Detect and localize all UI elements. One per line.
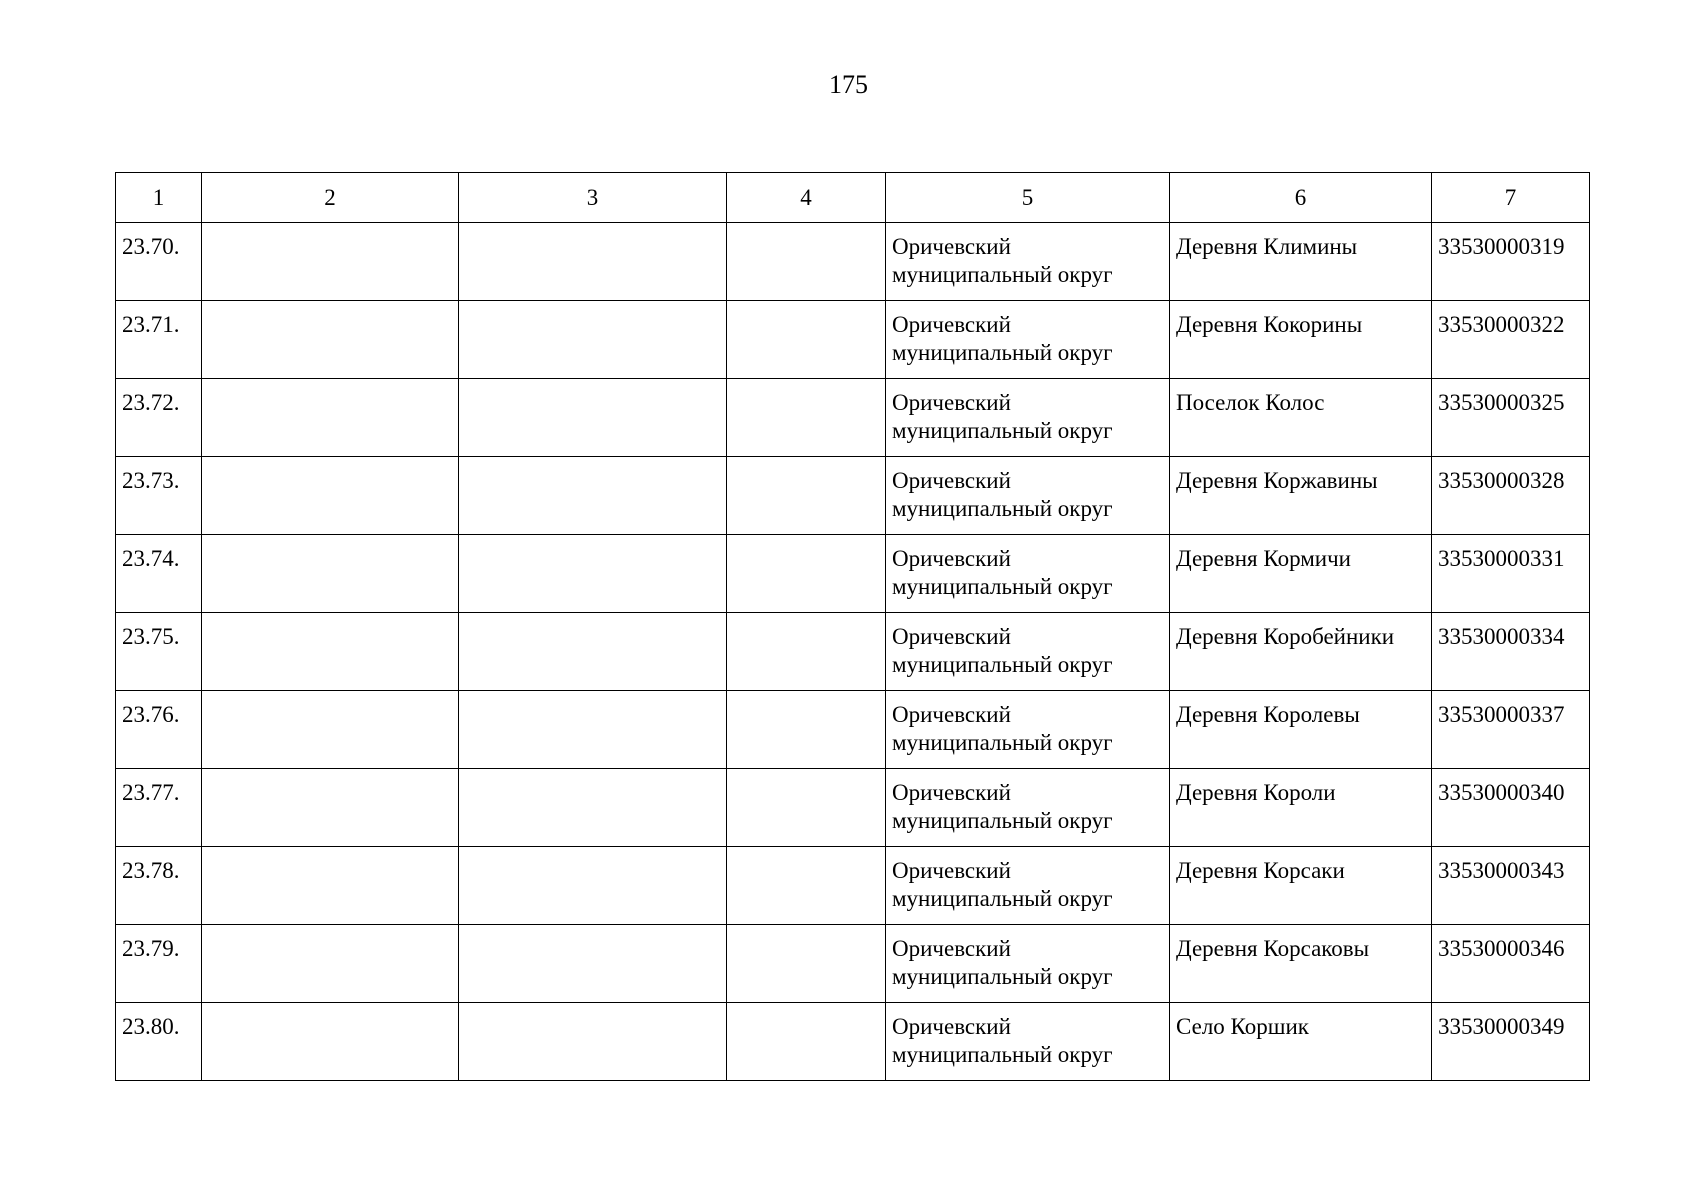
column-2-cell: [202, 613, 459, 691]
table-row: [116, 769, 1590, 847]
oktmo-code-cell: 33530000337: [1432, 691, 1590, 769]
row-number-cell: 23.71.: [116, 301, 202, 379]
settlement-cell: Деревня Кормичи: [1170, 535, 1432, 613]
page-number: 175: [829, 70, 868, 99]
table-row: [116, 691, 1590, 769]
column-3-cell: [459, 535, 727, 613]
district-cell: Оричевский муниципальный округ: [886, 691, 1170, 769]
column-3-cell: [459, 457, 727, 535]
oktmo-code-cell: 33530000319: [1432, 223, 1590, 301]
settlement-cell: Поселок Колос: [1170, 379, 1432, 457]
district-cell: Оричевский муниципальный округ: [886, 613, 1170, 691]
column-2-cell: [202, 457, 459, 535]
column-4-cell: [727, 535, 886, 613]
column-3-cell: [459, 301, 727, 379]
column-2-cell: [202, 301, 459, 379]
column-4-cell: [727, 379, 886, 457]
settlement-cell: Деревня Корсаки: [1170, 847, 1432, 925]
column-4-cell: [727, 301, 886, 379]
column-3-cell: [459, 847, 727, 925]
table-row: [116, 613, 1590, 691]
district-cell: Оричевский муниципальный округ: [886, 925, 1170, 1003]
settlement-cell: Деревня Климины: [1170, 223, 1432, 301]
column-2-cell: [202, 691, 459, 769]
table-row: [116, 379, 1590, 457]
column-4-cell: [727, 691, 886, 769]
table-body: [116, 223, 1590, 1081]
oktmo-code-cell: 33530000325: [1432, 379, 1590, 457]
column-2-cell: [202, 769, 459, 847]
column-4-cell: [727, 223, 886, 301]
district-cell: Оричевский муниципальный округ: [886, 769, 1170, 847]
register-table: [115, 172, 1590, 1081]
row-number-cell: 23.73.: [116, 457, 202, 535]
row-number-cell: 23.72.: [116, 379, 202, 457]
oktmo-code-cell: 33530000328: [1432, 457, 1590, 535]
column-2-cell: [202, 1003, 459, 1081]
column-3-cell: [459, 613, 727, 691]
column-2-cell: [202, 847, 459, 925]
settlement-cell: Деревня Королевы: [1170, 691, 1432, 769]
district-cell: Оричевский муниципальный округ: [886, 301, 1170, 379]
district-cell: Оричевский муниципальный округ: [886, 1003, 1170, 1081]
table-row: [116, 1003, 1590, 1081]
table-row: [116, 535, 1590, 613]
row-number-cell: 23.75.: [116, 613, 202, 691]
column-4-cell: [727, 769, 886, 847]
settlement-cell: Деревня Кокорины: [1170, 301, 1432, 379]
oktmo-code-cell: 33530000343: [1432, 847, 1590, 925]
settlement-cell: Село Коршик: [1170, 1003, 1432, 1081]
oktmo-code-cell: 33530000340: [1432, 769, 1590, 847]
column-3-cell: [459, 925, 727, 1003]
column-3-cell: [459, 1003, 727, 1081]
column-header-7: 7: [1432, 173, 1590, 223]
column-2-cell: [202, 223, 459, 301]
district-cell: Оричевский муниципальный округ: [886, 457, 1170, 535]
row-number-cell: 23.74.: [116, 535, 202, 613]
oktmo-code-cell: 33530000322: [1432, 301, 1590, 379]
table-row: [116, 457, 1590, 535]
column-3-cell: [459, 379, 727, 457]
oktmo-code-cell: 33530000346: [1432, 925, 1590, 1003]
row-number-cell: 23.70.: [116, 223, 202, 301]
column-2-cell: [202, 925, 459, 1003]
settlement-cell: Деревня Коржавины: [1170, 457, 1432, 535]
district-cell: Оричевский муниципальный округ: [886, 223, 1170, 301]
row-number-cell: 23.79.: [116, 925, 202, 1003]
column-4-cell: [727, 457, 886, 535]
table-row: [116, 223, 1590, 301]
district-cell: Оричевский муниципальный округ: [886, 379, 1170, 457]
table-row: [116, 925, 1590, 1003]
column-3-cell: [459, 691, 727, 769]
header-row: [116, 173, 1590, 223]
column-header-6: 6: [1170, 173, 1432, 223]
oktmo-code-cell: 33530000349: [1432, 1003, 1590, 1081]
table-row: [116, 847, 1590, 925]
column-2-cell: [202, 379, 459, 457]
column-3-cell: [459, 223, 727, 301]
column-2-cell: [202, 535, 459, 613]
settlement-cell: Деревня Корсаковы: [1170, 925, 1432, 1003]
row-number-cell: 23.76.: [116, 691, 202, 769]
column-4-cell: [727, 613, 886, 691]
column-header-4: 4: [727, 173, 886, 223]
oktmo-code-cell: 33530000331: [1432, 535, 1590, 613]
oktmo-code-cell: 33530000334: [1432, 613, 1590, 691]
table-row: [116, 301, 1590, 379]
column-4-cell: [727, 925, 886, 1003]
settlement-cell: Деревня Коробейники: [1170, 613, 1432, 691]
column-header-1: 1: [116, 173, 202, 223]
column-header-2: 2: [202, 173, 459, 223]
row-number-cell: 23.80.: [116, 1003, 202, 1081]
row-number-cell: 23.78.: [116, 847, 202, 925]
column-4-cell: [727, 1003, 886, 1081]
column-header-5: 5: [886, 173, 1170, 223]
column-4-cell: [727, 847, 886, 925]
column-header-3: 3: [459, 173, 727, 223]
district-cell: Оричевский муниципальный округ: [886, 535, 1170, 613]
row-number-cell: 23.77.: [116, 769, 202, 847]
settlement-cell: Деревня Короли: [1170, 769, 1432, 847]
column-3-cell: [459, 769, 727, 847]
district-cell: Оричевский муниципальный округ: [886, 847, 1170, 925]
